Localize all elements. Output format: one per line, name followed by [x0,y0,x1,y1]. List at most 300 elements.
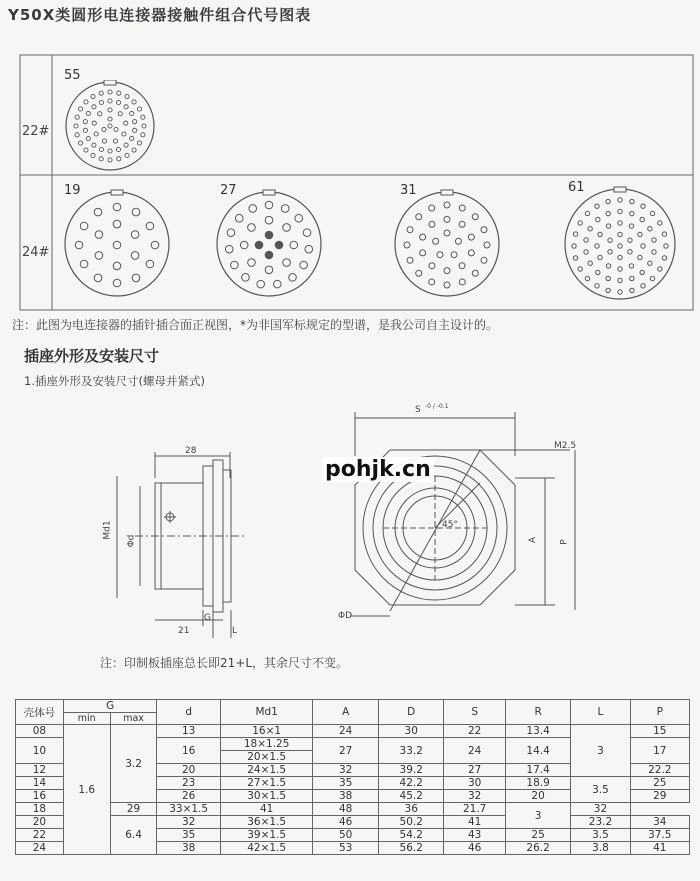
cell-d: 16 [157,738,220,764]
contact-pin [265,216,273,224]
contact-pin [78,141,82,145]
cell-d: 20 [157,764,220,777]
contact-pin [305,245,313,253]
contact-pin [404,242,410,248]
contact-pin [407,257,413,263]
cell-d: 38 [157,842,220,855]
dim-g: G [204,613,211,623]
cell-s: 22 [444,725,505,738]
contact-pin [595,284,599,288]
cell-md1: 24×1.5 [220,764,313,777]
pcb-note: 注：印制板插座总长即21+L，其余尺寸不变。 [100,656,349,670]
cell-d: 29 [110,803,157,816]
contact-pin [227,229,235,237]
contact-pin [289,274,297,282]
side-view-drawing [95,438,265,648]
contact-pin [83,120,87,124]
contact-pin [652,250,656,254]
dim-a: A [528,536,539,544]
contact-pin [420,234,426,240]
contact-pin [459,263,465,269]
page-title: Y50X类圆形电连接器接触件组合代号图表 [8,6,312,24]
contact-pin [137,107,141,111]
contact-pin [108,149,112,153]
cell-D: 33.2 [378,738,444,764]
cell-md1: 18×1.25 [220,738,313,751]
contact-pin [108,117,112,121]
contact-pin [113,279,121,287]
contact-pin [84,148,88,152]
contact-pin [102,139,106,143]
cell-r: 13.4 [505,725,571,738]
contact-pin [240,241,248,249]
contact-pin [640,217,644,221]
cell-md1: 16×1 [220,725,313,738]
contact-pin [235,214,243,222]
contact-pin [98,112,102,116]
contact-pin [606,276,610,280]
contact-pin [84,100,88,104]
dim-p: P [559,539,570,545]
cell-shell: 18 [16,803,64,816]
cell-D: 45.2 [378,790,444,803]
contact-pin [608,250,612,254]
contact-pin [641,284,645,288]
contact-pin [484,242,490,248]
contact-pin [459,205,465,211]
cell-r: 17.4 [505,764,571,777]
contact-pin [125,94,129,98]
cell-a: 35 [313,777,379,790]
cell-a: 41 [220,803,313,816]
contact-pin [303,229,311,237]
front-view-drawing [320,398,600,638]
contact-pin [137,141,141,145]
cell-a: 32 [313,764,379,777]
contact-pin [86,136,90,140]
contact-pin [94,208,102,216]
th-d: d [157,700,220,725]
contact-pin [608,238,612,242]
contact-pin [416,270,422,276]
contact-pin [113,139,117,143]
contact-pin [459,279,465,285]
cell-s: 36 [378,803,444,816]
dim-21: 21 [178,626,190,636]
cell-p: 25 [630,777,689,790]
cell-r: 20 [505,790,571,803]
contact-pin [429,263,435,269]
contact-pin [146,260,154,268]
contact-pin [283,259,291,267]
contact-pin [99,100,103,104]
cell-l: 3.8 [571,842,630,855]
th-s: S [444,700,505,725]
contact-pin [572,244,576,248]
contact-pin [584,250,588,254]
contact-pin [78,107,82,111]
contact-pin [75,115,79,119]
contact-pin [257,280,265,288]
cell-md1: 39×1.5 [220,829,313,842]
contact-pin [468,250,474,256]
contact-pin [265,251,273,259]
cell-r: 18.9 [505,777,571,790]
cell-s: 27 [444,764,505,777]
contact-pin [132,274,140,282]
contact-pin [596,270,600,274]
contact-pin [108,99,112,103]
contact-pin [99,147,103,151]
contact-pin [664,244,668,248]
contact-pin [80,260,88,268]
connector-label-31: 31 [400,183,417,198]
contact-pin [281,205,289,213]
contact-pin [652,238,656,242]
contact-pin [650,211,654,215]
contact-pin [113,203,121,211]
contact-pin [618,221,622,225]
cell-s: 30 [444,777,505,790]
contact-pin [437,252,443,258]
contact-pin [618,255,622,259]
contact-pin [124,143,128,147]
contact-pin [275,241,283,249]
contact-pin [265,231,273,239]
contact-pin [606,264,610,268]
cell-s: 24 [444,738,505,764]
cell-D: 50.2 [378,816,444,829]
contact-pin [92,143,96,147]
contact-pin [455,238,461,244]
contact-pin [74,124,78,128]
contact-pin [290,241,298,249]
contact-pin [596,217,600,221]
contact-pin [606,288,610,292]
cell-r: 25 [505,829,571,842]
connector-27-face [214,188,324,300]
cell-a: 50 [313,829,379,842]
cell-g-max: 6.4 [110,816,157,855]
cell-md1: 42×1.5 [220,842,313,855]
cell-g-max: 3.2 [110,725,157,803]
cell-md1: 27×1.5 [220,777,313,790]
contact-pin [628,250,632,254]
contact-pin [629,264,633,268]
connector-55-face [62,80,162,172]
contact-pin [648,261,652,265]
contact-pin [92,105,96,109]
contact-pin [618,267,622,271]
contact-pin [630,276,634,280]
th-D: D [378,700,444,725]
contact-pin [588,261,592,265]
contact-pin [83,128,87,132]
contact-pin [295,214,303,222]
contact-pin [108,158,112,162]
cell-l: 3.5 [571,777,630,803]
contact-pin [265,266,273,274]
contact-pin [648,227,652,231]
cell-shell: 16 [16,790,64,803]
contact-pin [444,282,450,288]
dim-l: L [232,626,238,636]
contact-pin [132,208,140,216]
th-r: R [505,700,571,725]
cell-d: 32 [157,816,220,829]
contact-pin [598,232,602,236]
cell-D: 42.2 [378,777,444,790]
contact-pin [578,267,582,271]
contact-pin [451,252,457,258]
contact-pin [630,211,634,215]
contact-pin [459,221,465,227]
contact-pin [573,232,577,236]
cell-a: 38 [313,790,379,803]
contact-pin [628,238,632,242]
cell-shell: 14 [16,777,64,790]
cell-p: 29 [630,790,689,803]
cell-l: 3 [571,725,630,777]
spec-table [15,699,690,855]
contact-pin [122,132,126,136]
dim-s-tolerance: -0 / -0.1 [425,403,449,410]
cell-md1: 36×1.5 [220,816,313,829]
contact-pin [151,241,159,249]
contact-pin [231,261,239,269]
section-title: 插座外形及安装尺寸 [24,347,160,365]
contact-pin [102,127,106,131]
contact-pin [113,241,121,249]
connector-label-19: 19 [64,183,81,198]
contact-pin [80,222,88,230]
th-shell: 壳体号 [16,700,64,725]
cell-g-min: 1.6 [63,725,110,855]
connector-label-55: 55 [64,68,81,83]
contact-pin [142,124,146,128]
subsection-title: 1.插座外形及安装尺寸(螺母并紧式) [24,374,205,388]
connector-61-face [560,186,680,304]
contact-pin [95,252,103,260]
cell-shell: 12 [16,764,64,777]
cell-md1: 33×1.5 [157,803,220,816]
contact-pin [618,198,622,202]
contact-pin [249,205,257,213]
contact-pin [242,274,250,282]
contact-pin [444,202,450,208]
contact-pin [116,147,120,151]
row-label-22: 22# [22,124,50,139]
contact-pin [585,276,589,280]
contact-pin [124,105,128,109]
cell-r: 26.2 [505,842,571,855]
contact-pin [75,133,79,137]
connector-19-face [62,188,172,300]
contact-pin [133,120,137,124]
contact-pin [429,221,435,227]
contact-pin [131,252,139,260]
th-md1: Md1 [220,700,313,725]
contact-pin [225,245,233,253]
contact-pin [75,241,83,249]
contact-pin [472,270,478,276]
contact-pin [130,136,134,140]
cell-shell: 08 [16,725,64,738]
cell-shell: 20 [16,816,64,829]
th-g: G [63,700,157,713]
contact-pin [91,94,95,98]
contact-pin [662,232,666,236]
contact-pin [640,270,644,274]
cell-D: 54.2 [378,829,444,842]
contact-pin [444,268,450,274]
cell-D: 39.2 [378,764,444,777]
cell-l: 3.5 [571,829,630,842]
contact-pin [578,221,582,225]
contact-pin [99,157,103,161]
th-a: A [313,700,379,725]
contact-pin [117,157,121,161]
contact-pin [638,232,642,236]
contact-pin [113,220,121,228]
contact-pin [118,112,122,116]
dim-phid: Φd [126,534,137,548]
contact-pin [658,221,662,225]
contact-pin [255,241,263,249]
contact-pin [618,232,622,236]
contact-pin [95,231,103,239]
contact-pin [662,256,666,260]
cell-d: 23 [157,777,220,790]
contact-pin [629,224,633,228]
contact-pin [618,290,622,294]
contact-pin [116,100,120,104]
contact-pin [598,255,602,259]
cell-md1: 20×1.5 [220,751,313,764]
contact-pin [130,111,134,115]
cell-p: 32 [571,803,630,816]
contact-pin [113,262,121,270]
contact-pin [99,91,103,95]
contact-pin [618,278,622,282]
contact-pin [650,276,654,280]
contact-pin [300,261,308,269]
contact-pin [248,224,256,232]
contact-pin [585,211,589,215]
contact-pin [141,133,145,137]
contact-pin [638,255,642,259]
cell-p: 17 [630,738,689,764]
cell-d: 26 [157,790,220,803]
contact-pin [86,111,90,115]
contact-pin [618,209,622,213]
contact-pin [595,204,599,208]
cell-r: 14.4 [505,738,571,764]
dim-phiD: ΦD [338,611,353,621]
contact-pin [606,199,610,203]
contact-pin [481,227,487,233]
th-l: L [571,700,630,725]
contact-pin [117,91,121,95]
insert-chart-note: 注：此图为电连接器的插针插合面正视图，*为非国军标规定的型谱，是我公司自主设计的。 [12,318,499,332]
dim-angle: 45° [442,520,458,530]
contact-pin [606,224,610,228]
cell-a: 53 [313,842,379,855]
contact-pin [641,244,645,248]
cell-p: 22.2 [630,764,689,777]
contact-pin [630,199,634,203]
contact-pin [125,153,129,157]
contact-pin [94,274,102,282]
contact-pin [588,227,592,231]
cell-shell: 24 [16,842,64,855]
dim-md1: Md1 [102,520,113,540]
contact-pin [132,148,136,152]
contact-pin [274,280,282,288]
connector-label-27: 27 [220,183,237,198]
cell-l: 3 [505,803,571,829]
contact-pin [265,201,273,209]
cell-a: 27 [313,738,379,764]
contact-pin [108,124,112,128]
cell-s: 46 [444,842,505,855]
contact-pin [658,267,662,271]
cell-r: 23.2 [571,816,630,829]
contact-pin [429,279,435,285]
cell-p: 15 [630,725,689,738]
contact-pin [108,108,112,112]
contact-pin [416,214,422,220]
contact-pin [420,250,426,256]
cell-shell: 22 [16,829,64,842]
contact-pin [94,132,98,136]
cell-p: 34 [630,816,689,829]
contact-pin [472,214,478,220]
contact-pin [618,244,622,248]
cell-md1: 30×1.5 [220,790,313,803]
cell-p: 37.5 [630,829,689,842]
dim-m25: M2.5 [554,441,577,451]
contact-pin [433,238,439,244]
contact-pin [131,231,139,239]
contact-pin [133,128,137,132]
contact-pin [124,121,128,125]
cell-D: 30 [378,725,444,738]
contact-pin [91,153,95,157]
cell-shell: 10 [16,738,64,764]
contact-pin [132,100,136,104]
contact-pin [146,222,154,230]
contact-pin [444,230,450,236]
contact-pin [429,205,435,211]
cell-D: 48 [313,803,379,816]
cell-D: 56.2 [378,842,444,855]
cell-s: 32 [444,790,505,803]
cell-p: 41 [630,842,689,855]
contact-pin [606,211,610,215]
contact-pin [141,115,145,119]
cell-s: 41 [444,816,505,829]
contact-pin [248,259,256,267]
cell-a: 46 [313,816,379,829]
watermark-text: pohjk.cn [322,457,434,482]
contact-pin [481,257,487,263]
contact-pin [114,127,118,131]
th-p: P [630,700,689,725]
cell-d: 35 [157,829,220,842]
contact-pin [283,224,291,232]
contact-pin [595,244,599,248]
